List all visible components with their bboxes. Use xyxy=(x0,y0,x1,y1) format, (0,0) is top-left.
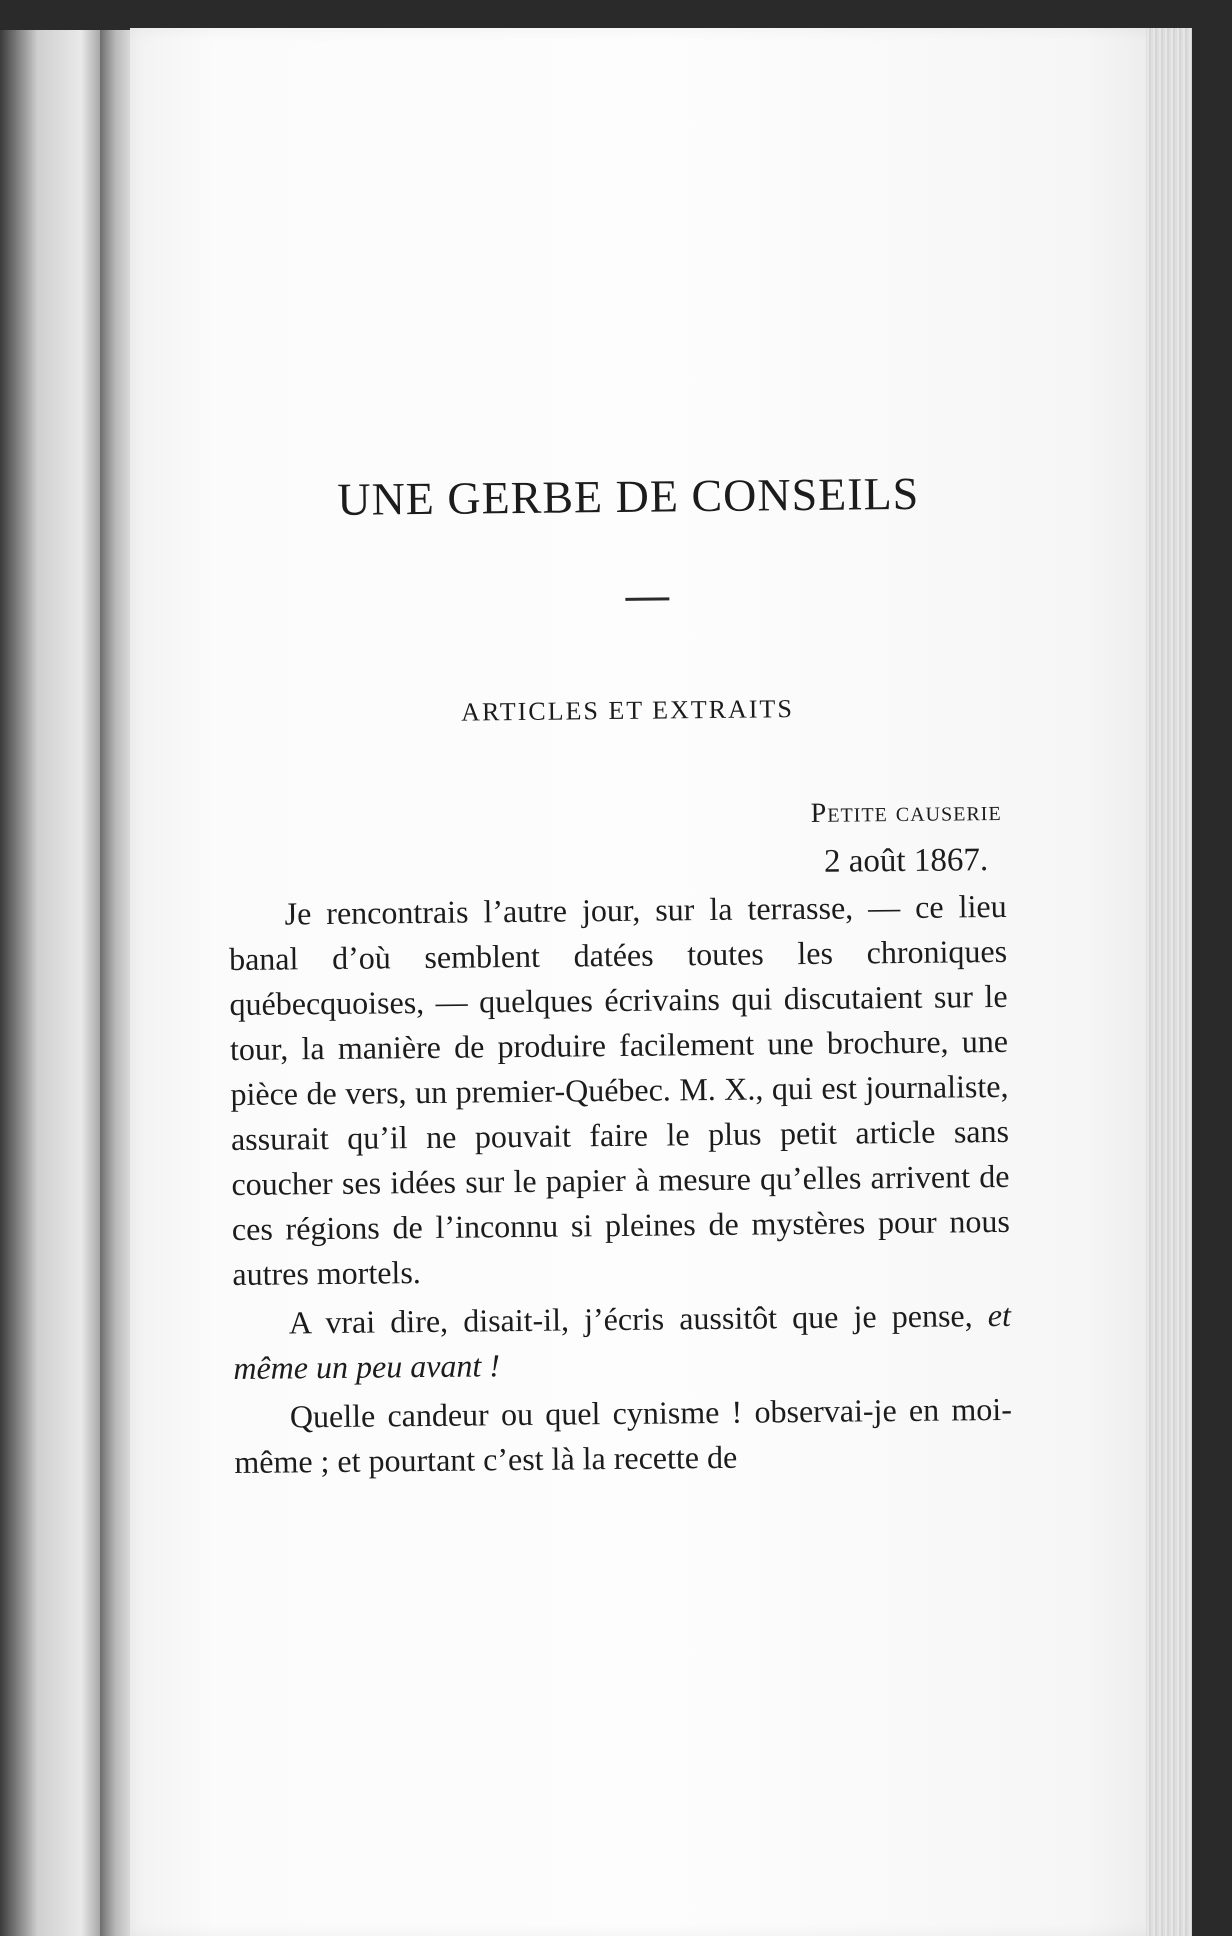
book-gutter xyxy=(100,30,134,1936)
title-separator xyxy=(625,597,669,600)
page-stack-edge xyxy=(1146,28,1192,1936)
previous-page-edge xyxy=(0,30,108,1936)
paragraph: Quelle candeur ou quel cynisme ! observai-je en moi-même ; et pourtant c’est là la recette de xyxy=(234,1390,1013,1481)
paragraph: Je rencontrais l’autre jour, sur la terrasse, — ce lieu banal d’où semblent datées toutes les chroniques québecquoises, — quelques écrivains qui discutaient sur le tour, la manière de produire facilement une brochure, une pièce de vers, un premier-Québec. M. X., qui est journaliste, assurait qu’il ne pouvait faire le plus petit article sans coucher ses idées sur le papier à mesure qu’elles arrivent de ces régions de l’inconnu si pleines de mystères pour nous autres mortels. xyxy=(228,887,1011,1293)
chapter-subtitle: ARTICLES ET EXTRAITS xyxy=(461,694,794,727)
body-text xyxy=(228,884,1012,1485)
section-date: 2 août 1867. xyxy=(823,842,989,880)
section-heading: Petite causerie xyxy=(810,795,1002,829)
chapter-title: UNE GERBE DE CONSEILS xyxy=(337,467,920,525)
paragraph xyxy=(233,1293,1012,1391)
paragraph-text: A vrai dire, disait-il, j’écris aussitôt que je pense, xyxy=(288,1297,988,1341)
paragraph-italic-text: et même un peu avant ! xyxy=(233,1296,1012,1387)
